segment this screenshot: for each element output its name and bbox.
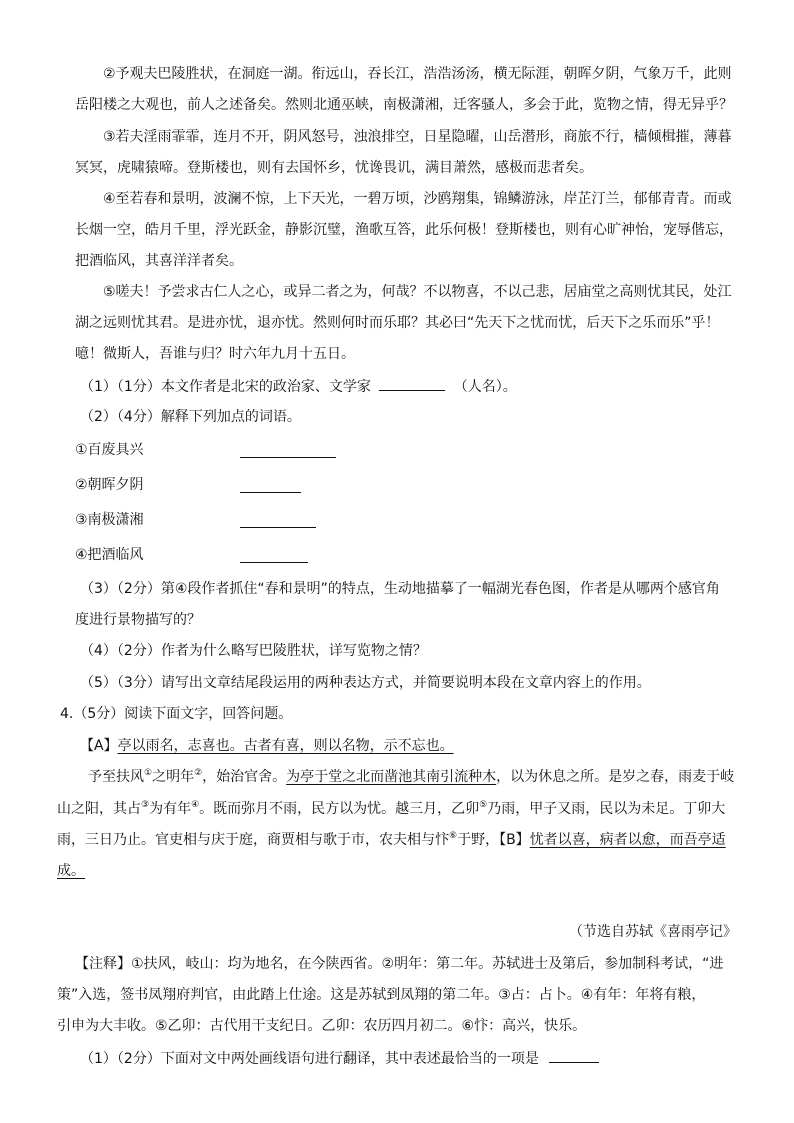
underlined-phrase: 为亭于堂之北而凿池其南引流种木 — [286, 769, 497, 785]
notes-line3: 引申为大丰收。⑤乙卯：古代用干支纪日。乙卯：农历四月初二。⑥忭：高兴，快乐。 — [57, 1018, 587, 1034]
note-ref-1: ① — [144, 768, 153, 778]
answer-blank-2-2[interactable] — [240, 478, 301, 493]
note-ref-2: ② — [194, 768, 203, 778]
q2-item-2: ②朝晖夕阴 — [75, 477, 144, 493]
passage-text: 。既而弥月不雨，民方以为忧。越三月，乙卯 — [199, 801, 480, 817]
passage-line4 — [57, 861, 85, 881]
passage-line1 — [88, 767, 734, 789]
notes-line2: 策”入选，签书凤翔府判官，由此踏上仕途。这是苏轼到凤翔的第二年。③占：占卜。④有年：年将有粮， — [57, 987, 706, 1003]
underlined-sentence-b: 忧者以喜，病者以愈，而吾亭适 — [529, 832, 726, 848]
answer-blank-2-3[interactable] — [240, 513, 316, 528]
note-ref-6: ⑥ — [449, 831, 458, 841]
para5-line3: 噫！微斯人，吾谁与归？时六年九月十五日。 — [75, 346, 355, 362]
q2-item-3: ③南极潇湘 — [75, 512, 144, 528]
answer-blank-4-1[interactable] — [549, 1048, 599, 1063]
text-a — [80, 736, 454, 756]
q2-item-4: ④把酒临风 — [75, 547, 144, 563]
question-3-line1: （3）（2分）第④段作者抓住“春和景明”的特点，生动地描摹了一幅湖光春色图，作者是从哪两个感官角 — [80, 581, 720, 597]
q2-item-1: ①百废具兴 — [75, 442, 144, 458]
question-1 — [80, 376, 517, 397]
passage-text: 乃雨，甲子又雨，民以为未足。丁卯大 — [487, 801, 726, 817]
notes-line1: 【注释】①扶风，岐山：均为地名，在今陕西省。②明年：第二年。苏轼进士及第后，参加制科考试，“进 — [75, 956, 724, 972]
passage-text: 山之阳，其占 — [57, 801, 141, 817]
underlined-sentence-a: 亭以雨名，志喜也。古者有喜，则以名物，示不忘也。 — [117, 738, 454, 754]
para5-line1: ⑤嗟夫！予尝求古仁人之心，或异二者之为，何哉？不以物喜，不以己悲，居庙堂之高则忧其民，处江 — [103, 284, 732, 300]
passage-text: ，始治官舍。 — [202, 769, 287, 785]
para3-line1: ③若夫淫雨霏霏，连月不开，阴风怒号，浊浪排空，日星隐曜，山岳潜形，商旅不行，樯倾楫摧，薄暮 — [103, 129, 732, 145]
source-citation: （节选自苏轼《喜雨亭记》 — [569, 924, 737, 940]
question-2-stem: （2）（4分）解释下列加点的词语。 — [80, 409, 301, 425]
note-ref-5: ⑤ — [479, 800, 488, 810]
para4-line1: ④至若春和景明，波澜不惊，上下天光，一碧万顷，沙鸥翔集，锦鳞游泳，岸芷汀兰，郁郁青青。而或 — [103, 191, 732, 207]
para4-line2: 长烟一空，皓月千里，浮光跃金，静影沉璧，渔歌互答，此乐何极！登斯楼也，则有心旷神怡，宠辱偕忘， — [75, 222, 733, 238]
answer-blank-2-4[interactable] — [240, 548, 308, 563]
passage-text: 之明年 — [152, 769, 195, 785]
question-1-text: （1）（1分）本文作者是北宋的政治家、文学家 — [80, 379, 371, 395]
question-3-line2: 度进行景物描写的？ — [75, 612, 201, 628]
passage-text: ，以为休息之所。是岁之春，雨麦于岐 — [496, 769, 735, 785]
sub-question-1 — [80, 1048, 599, 1069]
answer-blank-2-1[interactable] — [240, 443, 336, 458]
passage-text: 予至扶风 — [88, 769, 144, 785]
passage-text: 于野， — [457, 832, 500, 848]
para4-line3: 把酒临风，其喜洋洋者矣。 — [75, 253, 243, 269]
question-1-suffix: （人名）。 — [453, 379, 517, 395]
question-4: （4）（2分）作者为什么略写巴陵胜状，详写览物之情？ — [80, 643, 427, 659]
label-b: 【B】 — [499, 832, 530, 848]
passage-text: 为有年 — [149, 801, 192, 817]
passage-line3 — [57, 830, 726, 852]
question-5: （5）（3分）请写出文章结尾段运用的两种表达方式，并简要说明本段在文章内容上的作用。 — [80, 675, 651, 691]
para2-line1: ②予观夫巴陵胜状，在洞庭一湖。衔远山，吞长江，浩浩汤汤，横无际涯，朝晖夕阴，气象万千，此则 — [103, 66, 732, 82]
underlined-sentence-b-end: 成。 — [57, 863, 85, 879]
answer-blank-1[interactable] — [379, 376, 445, 391]
passage-text: 雨，三日乃止。官吏相与庆于庭，商贾相与歌于市，农夫相与忭 — [57, 832, 449, 848]
para2-line2: 岳阳楼之大观也，前人之述备矣。然则北通巫峡，南极潇湘，迁客骚人，多会于此，览物之情，得无异乎？ — [75, 97, 733, 113]
para5-line2: 湖之远则忧其君。是进亦忧，退亦忧。然则何时而乐耶？其必曰“先天下之忧而忧，后天下之乐而乐”乎！ — [75, 315, 720, 331]
section-4-title: 4.（5分）阅读下面文字，回答问题。 — [60, 706, 293, 722]
sub-question-1-text: （1）（2分）下面对文中两处画线语句进行翻译，其中表述最恰当的一项是 — [80, 1051, 539, 1067]
passage-line2 — [57, 799, 725, 821]
note-ref-4: ④ — [191, 800, 200, 810]
note-ref-3: ③ — [141, 800, 150, 810]
para3-line2: 冥冥，虎啸猿啼。登斯楼也，则有去国怀乡，忧谗畏讥，满目萧然，感极而悲者矣。 — [75, 160, 593, 176]
label-a: 【A】 — [80, 738, 118, 754]
